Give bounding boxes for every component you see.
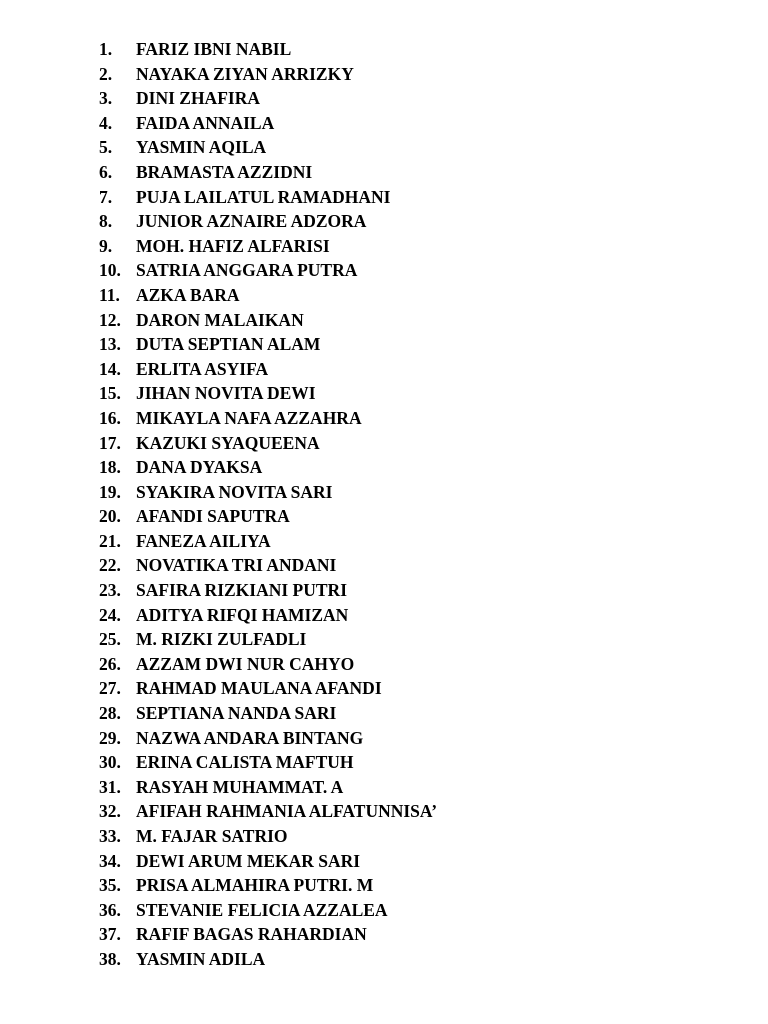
list-item-name: MOH. HAFIZ ALFARISI (136, 235, 330, 256)
list-item (99, 455, 437, 480)
list-item (99, 406, 437, 431)
list-item-name: KAZUKI SYAQUEENA (136, 432, 320, 453)
list-item-number: 34. (99, 850, 121, 871)
list-item (99, 209, 437, 234)
list-item-number: 33. (99, 826, 121, 846)
list-item (99, 135, 437, 160)
list-item (99, 750, 437, 775)
list-item (99, 357, 437, 382)
list-item-name: DUTA SEPTIAN ALAM (136, 334, 321, 355)
list-item-number: 38. (99, 948, 121, 969)
list-item-name: AZKA BARA (136, 284, 240, 305)
list-item-number: 37. (99, 924, 121, 945)
student-name-list (99, 37, 437, 972)
list-item-number: 17. (99, 432, 121, 453)
list-item (99, 947, 437, 972)
list-item-name: YASMIN ADILA (136, 948, 266, 969)
list-item-name: NAZWA ANDARA BINTANG (136, 727, 364, 748)
list-item-name: RASYAH MUHAMMAT. A (136, 776, 344, 797)
list-item-number: 2. (99, 63, 113, 84)
list-item-name: ADITYA RIFQI HAMIZAN (136, 604, 349, 625)
list-item-number: 14. (99, 358, 121, 379)
list-item-name: SYAKIRA NOVITA SARI (136, 481, 333, 502)
list-item (99, 529, 437, 554)
list-item-name: PUJA LAILATUL RAMADHANI (136, 186, 391, 207)
list-item-number: 30. (99, 752, 121, 773)
list-item (99, 258, 437, 283)
list-item-number: 25. (99, 629, 121, 650)
list-item-name: AZZAM DWI NUR CAHYO (136, 653, 355, 674)
list-item-number: 31. (99, 776, 121, 797)
list-item (99, 578, 437, 603)
list-item-name: YASMIN AQILA (136, 137, 267, 158)
list-item-name: SATRIA ANGGARA PUTRA (136, 260, 358, 281)
list-item-number: 24. (99, 604, 121, 625)
list-item-number: 8. (99, 211, 113, 232)
list-item-number: 15. (99, 383, 121, 404)
list-item (99, 381, 437, 406)
list-item-name: RAHMAD MAULANA AFANDI (136, 678, 382, 699)
list-item-name: AFIFAH RAHMANIA ALFATUNNISA’ (136, 801, 438, 822)
list-item (99, 799, 437, 824)
list-item-name: NAYAKA ZIYAN ARRIZKY (136, 63, 354, 84)
list-item-name: SAFIRA RIZKIANI PUTRI (136, 580, 348, 601)
list-item-number: 21. (99, 530, 121, 551)
list-item (99, 431, 437, 456)
list-item-number: 23. (99, 580, 121, 601)
list-item (99, 898, 437, 923)
list-item-name: BRAMASTA AZZIDNI (136, 161, 313, 182)
list-item-name: PRISA ALMAHIRA PUTRI. M (136, 875, 374, 896)
list-item-number: 20. (99, 506, 121, 527)
list-item-name: FAIDA ANNAILA (136, 112, 275, 133)
list-item-name: DANA DYAKSA (136, 457, 263, 478)
list-item-name: ERINA CALISTA MAFTUH (136, 752, 354, 773)
list-item-name: AFANDI SAPUTRA (136, 506, 290, 527)
list-item (99, 775, 437, 800)
list-item (99, 652, 437, 677)
list-item (99, 37, 437, 62)
list-item-number: 12. (99, 309, 121, 330)
list-item (99, 701, 437, 726)
list-item (99, 603, 437, 628)
list-item-name: DARON MALAIKAN (136, 309, 304, 330)
list-item-number: 26. (99, 653, 121, 674)
list-item-name: FANEZA AILIYA (136, 530, 271, 551)
list-item (99, 234, 437, 259)
list-item-name: ERLITA ASYIFA (136, 358, 269, 379)
list-item-number: 7. (99, 186, 113, 207)
list-item-number: 36. (99, 899, 121, 920)
list-item-name: DEWI ARUM MEKAR SARI (136, 850, 361, 871)
list-item-number: 11. (99, 284, 120, 305)
list-item-number: 16. (99, 407, 121, 428)
list-item-number: 10. (99, 260, 121, 281)
list-item (99, 873, 437, 898)
list-item-number: 6. (99, 161, 113, 182)
list-item-name: MIKAYLA NAFA AZZAHRA (136, 407, 362, 428)
list-item (99, 504, 437, 529)
list-item-number: 9. (99, 235, 113, 256)
list-item-number: 3. (99, 88, 113, 109)
list-item-name: JIHAN NOVITA DEWI (136, 383, 316, 404)
list-item (99, 676, 437, 701)
list-item-number: 18. (99, 457, 121, 478)
list-item-name: JUNIOR AZNAIRE ADZORA (136, 211, 367, 232)
list-item-number: 4. (99, 112, 113, 133)
list-item (99, 86, 437, 111)
list-item (99, 553, 437, 578)
list-item (99, 308, 437, 333)
list-item (99, 185, 437, 210)
list-item-number: 28. (99, 703, 121, 724)
list-item-name: SEPTIANA NANDA SARI (136, 703, 337, 724)
list-item (99, 627, 437, 652)
list-item (99, 62, 437, 87)
list-item (99, 111, 437, 136)
list-item (99, 480, 437, 505)
list-item-number: 22. (99, 555, 121, 576)
list-item (99, 849, 437, 874)
list-item (99, 726, 437, 751)
list-item-name: M. FAJAR SATRIO (136, 826, 288, 846)
list-item-name: DINI ZHAFIRA (136, 88, 260, 109)
list-item-number: 35. (99, 875, 121, 896)
list-item-number: 27. (99, 678, 121, 699)
list-item (99, 283, 437, 308)
list-item-number: 1. (99, 39, 113, 59)
list-item-number: 19. (99, 481, 121, 502)
list-item-name: M. RIZKI ZULFADLI (136, 629, 307, 650)
list-item (99, 824, 437, 849)
list-item-number: 13. (99, 334, 121, 355)
list-item-number: 5. (99, 137, 113, 158)
list-item-number: 29. (99, 727, 121, 748)
list-item-name: NOVATIKA TRI ANDANI (136, 555, 337, 576)
list-item-name: RAFIF BAGAS RAHARDIAN (136, 924, 367, 945)
list-item-name: FARIZ IBNI NABIL (136, 39, 292, 59)
list-item (99, 332, 437, 357)
list-item-number: 32. (99, 801, 121, 822)
list-item (99, 922, 437, 947)
list-item-name: STEVANIE FELICIA AZZALEA (136, 899, 388, 920)
list-item (99, 160, 437, 185)
